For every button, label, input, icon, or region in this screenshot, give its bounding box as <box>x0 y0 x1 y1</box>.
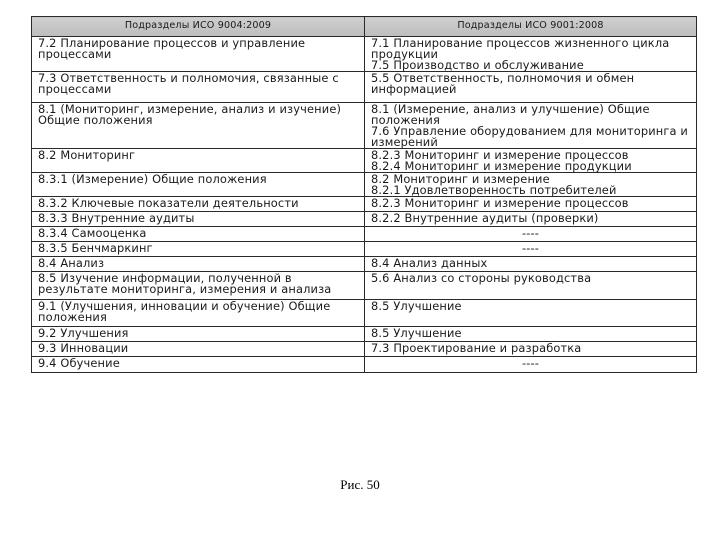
cell-text-line: 9.1 (Улучшения, инновации и обучение) Общие положения <box>38 299 331 324</box>
cell-text-line: 8.1 (Измерение, анализ и улучшение) Общие положения <box>371 102 650 127</box>
table-row <box>32 37 697 72</box>
table-row <box>32 257 697 272</box>
cell-text-line: 7.3 Проектирование и разработка <box>371 341 582 355</box>
cell-text-line: 7.3 Ответственность и полномочия, связанные с процессами <box>38 71 339 96</box>
cell-iso-9004 <box>32 272 365 300</box>
cell-iso-9001 <box>365 37 697 72</box>
cell-iso-9004 <box>32 327 365 342</box>
cell-iso-9004 <box>32 173 365 197</box>
cell-text-line: 8.2.3 Мониторинг и измерение процессов <box>371 196 629 210</box>
cell-text-line: 8.3.1 (Измерение) Общие положения <box>38 172 267 186</box>
cell-iso-9001 <box>365 300 697 327</box>
cell-text-line: 8.2.3 Мониторинг и измерение процессов <box>371 148 629 162</box>
cell-text-line: ---- <box>521 356 540 370</box>
cell-text-line: 8.4 Анализ данных <box>371 256 488 270</box>
cell-iso-9001 <box>365 72 697 103</box>
table-row <box>32 197 697 212</box>
iso-comparison-table <box>31 16 697 373</box>
cell-text-line: 9.4 Обучение <box>38 356 120 370</box>
table-row <box>32 342 697 357</box>
cell-iso-9004 <box>32 103 365 149</box>
cell-iso-9004 <box>32 227 365 242</box>
cell-iso-9001 <box>365 327 697 342</box>
cell-iso-9004 <box>32 357 365 373</box>
cell-text-line: 7.2 Планирование процессов и управление процессами <box>38 36 306 61</box>
table-row <box>32 300 697 327</box>
cell-text-line: 8.2.2 Внутренние аудиты (проверки) <box>371 211 599 225</box>
table-header-row <box>32 17 697 37</box>
cell-iso-9004 <box>32 197 365 212</box>
cell-iso-9004 <box>32 72 365 103</box>
cell-iso-9004 <box>32 300 365 327</box>
cell-iso-9004 <box>32 37 365 72</box>
table-row <box>32 227 697 242</box>
table-row <box>32 72 697 103</box>
cell-iso-9001 <box>365 342 697 357</box>
header-iso-9001: Подразделы ИСО 9001:2008 <box>365 17 697 37</box>
cell-text-line: 8.3.2 Ключевые показатели деятельности <box>38 196 299 210</box>
cell-text-line: 8.3.4 Самооценка <box>38 226 147 240</box>
cell-iso-9001 <box>365 212 697 227</box>
cell-text-line: 8.2 Мониторинг <box>38 148 136 162</box>
cell-text-line: ---- <box>521 226 540 240</box>
cell-text-line: 8.3.5 Бенчмаркинг <box>38 241 153 255</box>
cell-iso-9001 <box>365 272 697 300</box>
cell-text-line: 8.5 Улучшение <box>371 326 462 340</box>
table-row <box>32 357 697 373</box>
table-row <box>32 327 697 342</box>
cell-iso-9004 <box>32 257 365 272</box>
table-row <box>32 149 697 173</box>
table-row <box>32 173 697 197</box>
cell-iso-9004 <box>32 242 365 257</box>
cell-iso-9001 <box>365 173 697 197</box>
comparison-table-container <box>31 16 696 373</box>
cell-iso-9001 <box>365 103 697 149</box>
cell-iso-9001 <box>365 257 697 272</box>
cell-text-line: 9.2 Улучшения <box>38 326 129 340</box>
cell-iso-9004 <box>32 212 365 227</box>
header-iso-9004: Подразделы ИСО 9004:2009 <box>32 17 365 37</box>
cell-text-line: 7.5 Производство и обслуживание <box>371 58 584 72</box>
cell-text-line: 5.6 Анализ со стороны руководства <box>371 271 592 285</box>
cell-text-line: 8.2.1 Удовлетворенность потребителей <box>371 183 617 197</box>
cell-iso-9001 <box>365 197 697 212</box>
cell-text-line: 9.3 Инновации <box>38 341 129 355</box>
cell-text-line: 8.3.3 Внутренние аудиты <box>38 211 195 225</box>
cell-iso-9001 <box>365 357 697 373</box>
table-row <box>32 103 697 149</box>
cell-text-line: 8.2.4 Мониторинг и измерение продукции <box>371 159 632 173</box>
cell-iso-9004 <box>32 342 365 357</box>
cell-text-line: 7.6 Управление оборудованием для мониторинга и измерений <box>371 124 688 149</box>
cell-text-line: ---- <box>521 241 540 255</box>
figure-caption: Рис. 50 <box>340 477 380 492</box>
cell-text-line: 8.2 Мониторинг и измерение <box>371 172 550 186</box>
cell-text-line: 8.5 Изучение информации, полученной в результате мониторинга, измерения и анализа <box>38 271 332 296</box>
cell-text-line: 8.5 Улучшение <box>371 299 462 313</box>
cell-iso-9001 <box>365 227 697 242</box>
table-row <box>32 242 697 257</box>
cell-text-line: 8.1 (Мониторинг, измерение, анализ и изучение) Общие положения <box>38 102 342 127</box>
table-row <box>32 212 697 227</box>
cell-text-line: 5.5 Ответственность, полномочия и обмен информацией <box>371 71 635 96</box>
cell-iso-9001 <box>365 149 697 173</box>
cell-text-line: 8.4 Анализ <box>38 256 105 270</box>
table-row <box>32 272 697 300</box>
cell-iso-9001 <box>365 242 697 257</box>
cell-text-line: 7.1 Планирование процессов жизненного цикла продукции <box>371 36 670 61</box>
cell-iso-9004 <box>32 149 365 173</box>
table-body <box>32 37 697 373</box>
